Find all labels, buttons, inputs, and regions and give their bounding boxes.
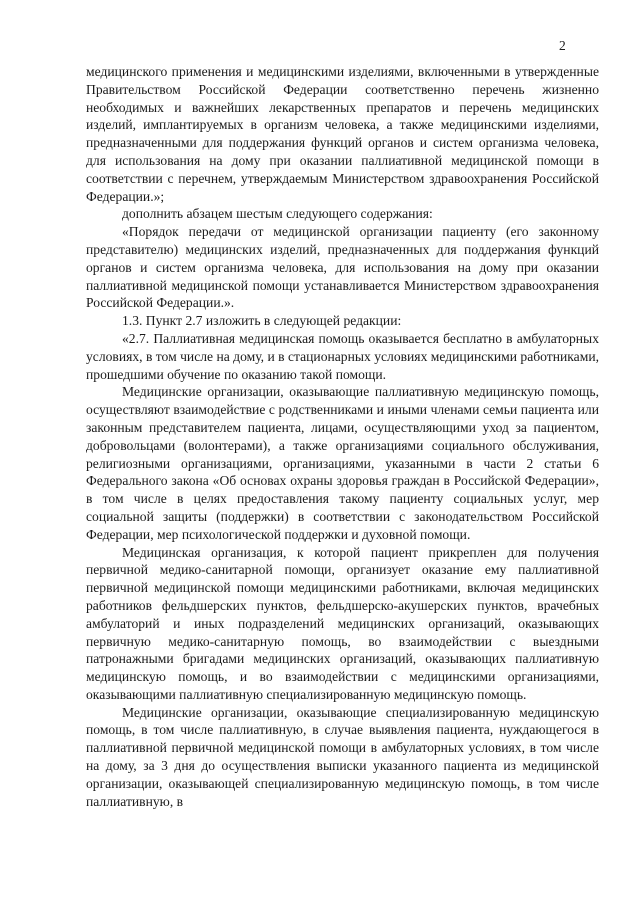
paragraph: «Порядок передачи от медицинской организации пациенту (его законному представителю) медицинских изделий, предназначенных для поддержания функций органов и систем организма человека, для использования на дому при оказании паллиативной медицинской помощи устанавливается Министерством здравоохранения Российской Федерации.».: [86, 224, 599, 311]
paragraph: Медицинские организации, оказывающие паллиативную медицинскую помощь, осуществляют взаимодействие с родственниками и иными членами семьи пациента или законным представителем пациента, лицами, осуществляющими уход за пациентом, добровольцами (волонтерами), а также организациями социального обслуживания, религиозными организациями, организациями, указанными в части 2 статьи 6 Федерального закона «Об основах охраны здоровья граждан в Российской Федерации», в том числе в целях предоставления такому пациенту социальных услуг, мер социальной защиты (поддержки) в соответствии с законодательством Российской Федерации, мер психологической поддержки и духовной помощи.: [86, 384, 599, 542]
document-body: [86, 63, 599, 810]
paragraph-continuation: медицинского применения и медицинскими изделиями, включенными в утвержденные Правительством Российской Федерации соответственно перечень жизненно необходимых и важнейших лекарственных препаратов и перечень медицинских изделий, имплантируемых в организм человека, а также медицинскими изделиями, предназначенными для поддержания функций органов и систем организма человека, для использования на дому при оказании паллиативной медицинской помощи в соответствии с перечнем, утверждаемым Министерством здравоохранения Российской Федерации.»;: [86, 64, 599, 204]
paragraph: 1.3. Пункт 2.7 изложить в следующей редакции:: [122, 313, 402, 329]
paragraph: Медицинские организации, оказывающие специализированную медицинскую помощь, в том числе паллиативную, в случае выявления пациента, нуждающегося в паллиативной первичной медицинской помощи в амбулаторных условиях, в том числе на дому, за 3 дня до осуществления выписки указанного пациента из медицинской организации, оказывающей специализированную медицинскую помощь, в том числе паллиативную, в: [86, 704, 599, 809]
paragraph: Медицинская организация, к которой пациент прикреплен для получения первичной медико-санитарной помощи, организует оказание ему паллиативной первичной медицинской помощи медицинскими работниками, включая медицинских работников фельдшерских пунктов, фельдшерско-акушерских пунктов, врачебных амбулаторий и иных подразделений медицинских организаций, оказывающих первичную медико-санитарную помощь, во взаимодействии с выездными патронажными бригадами медицинских организаций, оказывающих паллиативную медицинскую помощь, и во взаимодействии с медицинскими организациями, оказывающими паллиативную специализированную медицинскую помощь.: [86, 544, 599, 702]
paragraph: «2.7. Паллиативная медицинская помощь оказывается бесплатно в амбулаторных условиях, в том числе на дому, и в стационарных условиях медицинскими работниками, прошедшими обучение по оказанию такой помощи.: [86, 330, 599, 382]
page-number: 2: [559, 38, 566, 53]
paragraph: дополнить абзацем шестым следующего содержания:: [122, 206, 433, 222]
